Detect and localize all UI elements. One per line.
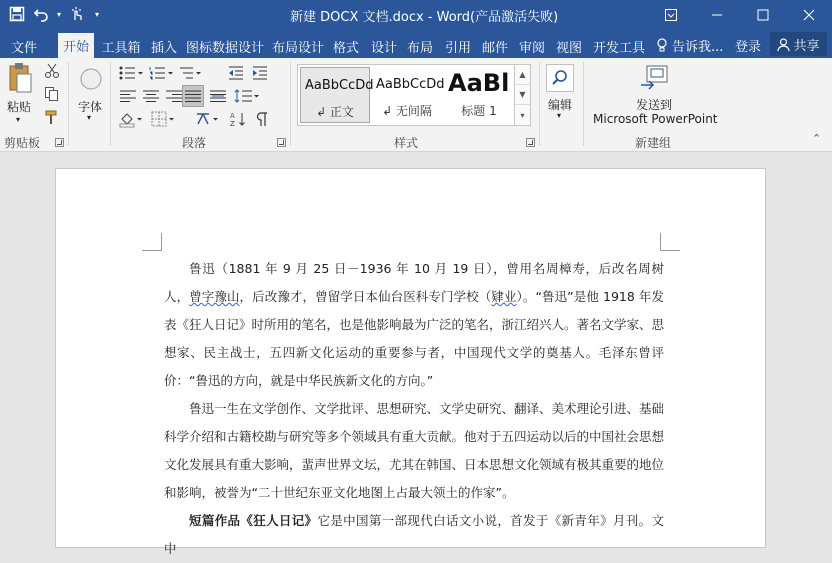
multilevel-list-icon[interactable] xyxy=(178,64,204,82)
styles-gallery xyxy=(297,64,531,126)
styles-group-label: 样式 xyxy=(394,136,419,150)
tab-chart-design[interactable]: 图标数据设计 xyxy=(185,40,264,56)
tab-insert[interactable]: 插入 xyxy=(150,40,177,56)
font-dropdown-icon[interactable]: ▾ xyxy=(87,113,92,122)
p1-text-spellcheck-2: 肄业 xyxy=(491,289,517,304)
maximize-icon[interactable] xyxy=(740,0,786,29)
distributed-icon[interactable] xyxy=(208,87,228,105)
gallery-up-icon[interactable]: ▲ xyxy=(515,65,530,85)
decrease-indent-icon[interactable] xyxy=(226,64,246,82)
title-bar xyxy=(0,0,832,29)
styles-launcher-icon[interactable] xyxy=(526,138,535,147)
style-heading-1[interactable] xyxy=(444,67,514,123)
cut-icon[interactable] xyxy=(43,62,61,80)
tab-file[interactable]: 文件 xyxy=(10,40,37,56)
font-icon[interactable] xyxy=(78,66,104,92)
undo-icon[interactable] xyxy=(30,3,52,25)
tab-layout-design[interactable]: 布局设计 xyxy=(271,40,324,56)
style-no-spacing[interactable] xyxy=(372,67,445,123)
group-separator xyxy=(539,62,540,146)
tab-review[interactable]: 审阅 xyxy=(518,40,545,56)
p3-text: 它是中国第一部现代白话文小说，首发于《新青年》月刊。文中 xyxy=(164,513,664,556)
tab-layout[interactable]: 布局 xyxy=(406,40,433,56)
ribbon-home xyxy=(0,58,832,152)
gallery-down-icon[interactable]: ▼ xyxy=(515,85,530,105)
numbering-icon[interactable] xyxy=(148,64,174,82)
style-no-spacing-sample: AaBbCcDd xyxy=(376,77,445,92)
powerpoint-icon[interactable] xyxy=(638,64,670,92)
editing-label[interactable]: 编辑 xyxy=(548,98,573,112)
group-separator xyxy=(110,62,111,146)
search-icon[interactable] xyxy=(546,64,574,92)
chinese-layout-icon[interactable] xyxy=(194,110,222,128)
style-heading-1-sample: AaBl xyxy=(448,69,510,97)
powerpoint-label[interactable]: Microsoft PowerPoint xyxy=(593,112,718,126)
align-left-icon[interactable] xyxy=(118,87,138,105)
paste-icon[interactable] xyxy=(7,62,33,94)
svg-text:A: A xyxy=(230,112,235,120)
gallery-scroll xyxy=(514,65,530,125)
clipboard-group-label: 剪贴板 xyxy=(4,136,41,150)
window-controls xyxy=(648,0,832,29)
style-normal-name: ↲ 正文 xyxy=(316,105,354,119)
tab-references[interactable]: 引用 xyxy=(444,40,471,56)
style-normal[interactable] xyxy=(300,67,374,123)
login-button[interactable]: 登录 xyxy=(735,39,762,55)
share-label: 共享 xyxy=(793,38,820,54)
document-body[interactable] xyxy=(164,255,664,563)
customize-qat-icon[interactable]: ▾ xyxy=(94,9,99,19)
bullets-icon[interactable] xyxy=(118,64,144,82)
tab-design[interactable]: 设计 xyxy=(370,40,397,56)
sort-icon[interactable] xyxy=(228,110,248,128)
tab-view[interactable]: 视图 xyxy=(555,40,582,56)
gallery-more-icon[interactable]: ▾ xyxy=(520,110,525,120)
p1-text-spellcheck-1: 曾字豫山 xyxy=(189,289,240,304)
svg-text:Z: Z xyxy=(230,120,235,128)
p1-text-a: 鲁迅（1881 年 9 月 25 日－1936 年 10 月 19 日），曾用名周樟寿，后改名周树人， xyxy=(164,261,664,304)
tab-mailings[interactable]: 邮件 xyxy=(481,40,508,56)
font-label[interactable]: 字体 xyxy=(78,100,103,114)
save-icon[interactable] xyxy=(6,3,28,25)
tab-developer[interactable]: 开发工具 xyxy=(592,40,645,56)
touch-mode-icon[interactable] xyxy=(66,3,88,25)
paragraph-3 xyxy=(164,507,664,563)
p1-text-c: ，后改豫才，曾留学日本仙台医科专门学校（ xyxy=(239,289,492,304)
editing-dropdown-icon[interactable]: ▾ xyxy=(557,111,562,120)
margin-mark-top-left xyxy=(142,233,162,251)
document-area xyxy=(0,152,832,556)
window-title: 新建 DOCX 文档.docx - Word(产品激活失败) xyxy=(290,10,559,25)
clipboard-launcher-icon[interactable] xyxy=(55,138,64,147)
ribbon-tabs xyxy=(0,29,832,58)
p1-text-e: ）。“鲁迅”是他 1918 年发表《狂人日记》时所用的笔名，也是他影响最为广泛的笔名，浙江绍兴人。著名文学家、思想家、民主战士，五四新文化运动的重要参与者，中国现代文学的奠基人。毛泽东曾评价：“鲁迅的方向，就是中华民族新文化的方向。” xyxy=(164,289,665,388)
send-to-label[interactable]: 发送到 xyxy=(636,98,673,112)
style-no-spacing-name: ↲ 无间隔 xyxy=(382,104,432,118)
paragraph-launcher-icon[interactable] xyxy=(277,138,286,147)
paste-label[interactable]: 粘贴 xyxy=(7,100,32,114)
group-separator xyxy=(68,62,69,146)
quick-access-toolbar xyxy=(6,3,104,25)
style-normal-sample: AaBbCcDd xyxy=(305,78,374,93)
shading-icon[interactable] xyxy=(118,110,146,128)
undo-dropdown-icon[interactable]: ▾ xyxy=(56,9,61,19)
collapse-ribbon-icon[interactable]: ⌃ xyxy=(812,132,822,145)
borders-icon[interactable] xyxy=(150,110,178,128)
justify-icon[interactable] xyxy=(182,85,204,107)
show-marks-icon[interactable] xyxy=(252,110,272,128)
paragraph-group-label: 段落 xyxy=(182,136,207,150)
align-right-icon[interactable] xyxy=(164,87,184,105)
new-group-label: 新建组 xyxy=(635,136,672,150)
ribbon-display-options-icon[interactable] xyxy=(648,0,694,29)
minimize-icon[interactable] xyxy=(694,0,740,29)
tab-format[interactable]: 格式 xyxy=(332,40,359,56)
person-icon xyxy=(777,38,790,51)
share-button[interactable] xyxy=(770,32,827,56)
paragraph-2: 鲁迅一生在文学创作、文学批评、思想研究、文学史研究、翻译、美术理论引进、基础科学介绍和古籍校勘与研究等多个领域具有重大贡献。他对于五四运动以后的中国社会思想文化发展具有重大影响，蜚声世界文坛，尤其在韩国、日本思想文化领域有极其重要的地位和影响，被誉为“二十世纪东亚文化地图上占最大领土的作家”。 xyxy=(164,401,665,500)
tell-me-box[interactable] xyxy=(656,34,723,56)
copy-icon[interactable] xyxy=(43,85,61,103)
group-separator xyxy=(583,62,584,146)
line-spacing-icon[interactable] xyxy=(232,87,262,105)
paste-dropdown-icon[interactable]: ▾ xyxy=(16,115,21,124)
paragraph-1 xyxy=(164,255,664,395)
lightbulb-icon xyxy=(656,38,668,52)
group-separator xyxy=(290,62,291,146)
align-center-icon[interactable] xyxy=(141,87,161,105)
tab-toolbox[interactable]: 工具箱 xyxy=(101,40,141,56)
style-heading-1-name: 标题 1 xyxy=(461,104,497,118)
document-page[interactable] xyxy=(55,168,766,556)
close-icon[interactable] xyxy=(786,0,832,29)
format-painter-icon[interactable] xyxy=(43,108,61,126)
increase-indent-icon[interactable] xyxy=(250,64,270,82)
tell-me-text: 告诉我... xyxy=(672,39,724,55)
tab-home[interactable]: 开始 xyxy=(58,33,94,58)
p3-bold-text: 短篇作品《狂人日记》 xyxy=(189,513,318,528)
margin-mark-top-right xyxy=(660,233,680,251)
